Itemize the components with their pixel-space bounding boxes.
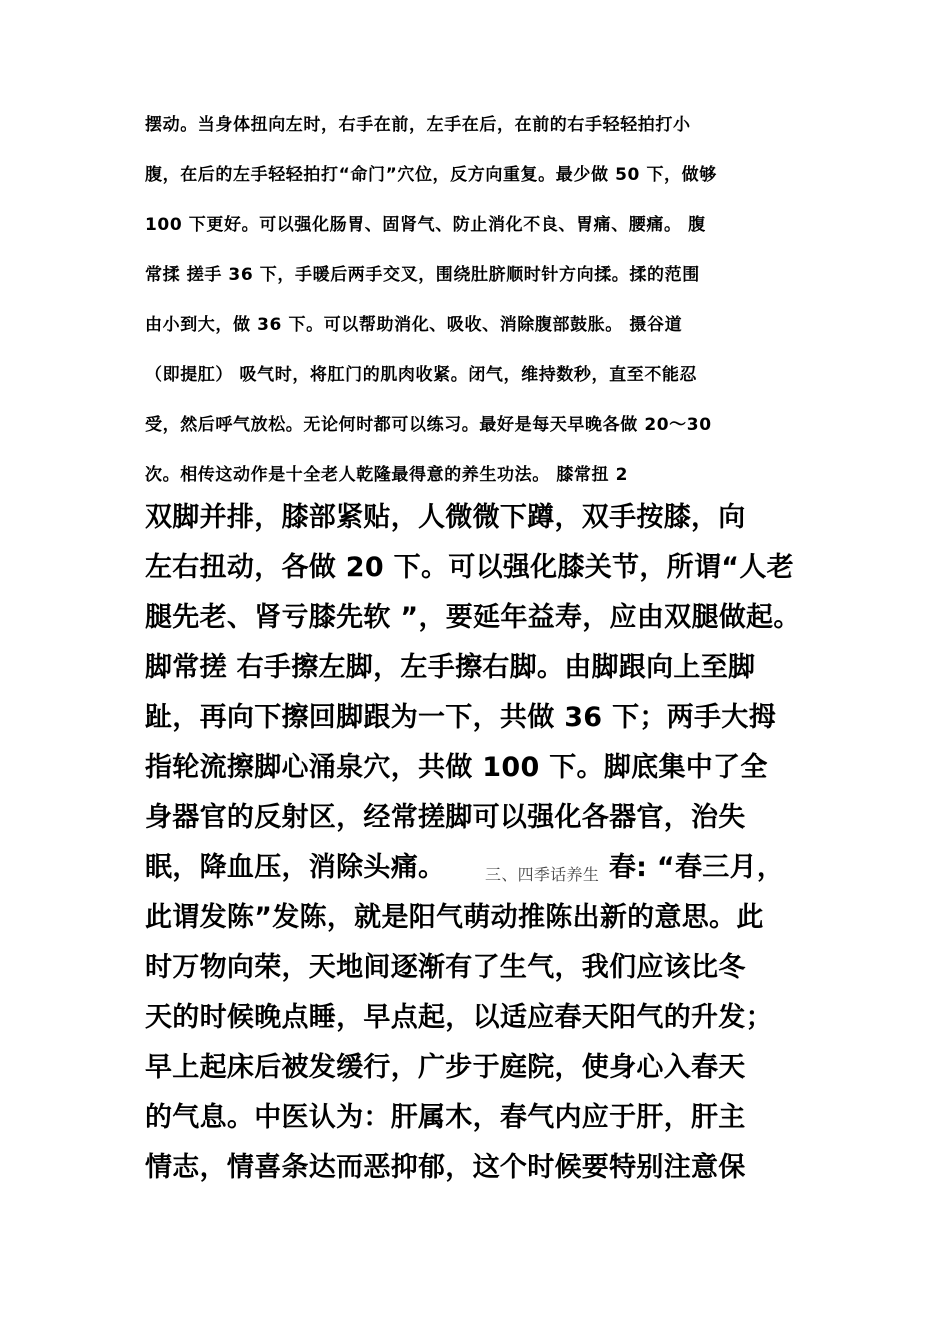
text-line: 腹，在后的左手轻轻拍打“命门”穴位，反方向重复。最少做 50 下，做够 (145, 165, 717, 185)
section-heading: 三、四季话养生 (485, 865, 600, 884)
text-line: 的气息。中医认为：肝属木，春气内应于肝，肝主 (145, 1102, 746, 1133)
text-line: 身器官的反射区，经常搓脚可以强化各器官，治失 (145, 802, 746, 833)
text-line: 双脚并排，膝部紧贴，人微微下蹲，双手按膝，向 (145, 502, 746, 533)
text-line: 天的时候晚点睡，早点起，以适应春天阳气的升发； (145, 1002, 773, 1033)
text-line: 摆动。当身体扭向左时，右手在前，左手在后，在前的右手轻轻拍打小 (145, 115, 691, 135)
text-line: 时万物向荣，天地间逐渐有了生气，我们应该比冬 (145, 952, 746, 983)
text-line: 此谓发陈”发陈，就是阳气萌动推陈出新的意思。此 (145, 902, 764, 933)
text-line: 100 下更好。可以强化肠胃、固肾气、防止消化不良、胃痛、腰痛。 腹 (145, 215, 706, 235)
text-line: 左右扭动，各做 20 下。可以强化膝关节，所谓“人老 (145, 552, 794, 583)
text-line-with-heading (145, 845, 784, 884)
text-line: 早上起床后被发缓行，广步于庭院，使身心入春天 (145, 1052, 746, 1083)
text-line: 次。相传这动作是十全老人乾隆最得意的养生功法。 膝常扭 2 (145, 465, 629, 485)
text-line: 指轮流擦脚心涌泉穴，共做 100 下。脚底集中了全 (145, 752, 768, 783)
text-line: 腿先老、肾亏膝先软 ”，要延年益寿，应由双腿做起。 (145, 602, 801, 633)
text-line: 情志，情喜条达而恶抑郁，这个时候要特别注意保 (145, 1152, 746, 1183)
text-line: 由小到大，做 36 下。可以帮助消化、吸收、消除腹部鼓胀。 摄谷道 (145, 315, 683, 335)
text-run: 春: “春三月， (608, 852, 785, 883)
text-line: 脚常搓 右手擦左脚，左手擦右脚。由脚跟向上至脚 (145, 652, 756, 683)
text-line: 趾，再向下擦回脚跟为一下，共做 36 下；两手大拇 (145, 702, 776, 733)
text-line: 常揉 搓手 36 下，手暖后两手交叉，围绕肚脐顺时针方向揉。揉的范围 (145, 265, 700, 285)
text-run: 眠，降血压，消除头痛。 (145, 852, 446, 883)
text-line: （即提肛） 吸气时，将肛门的肌肉收紧。闭气，维持数秒，直至不能忍 (145, 365, 698, 385)
text-line: 受，然后呼气放松。无论何时都可以练习。最好是每天早晚各做 20～30 (145, 415, 712, 435)
